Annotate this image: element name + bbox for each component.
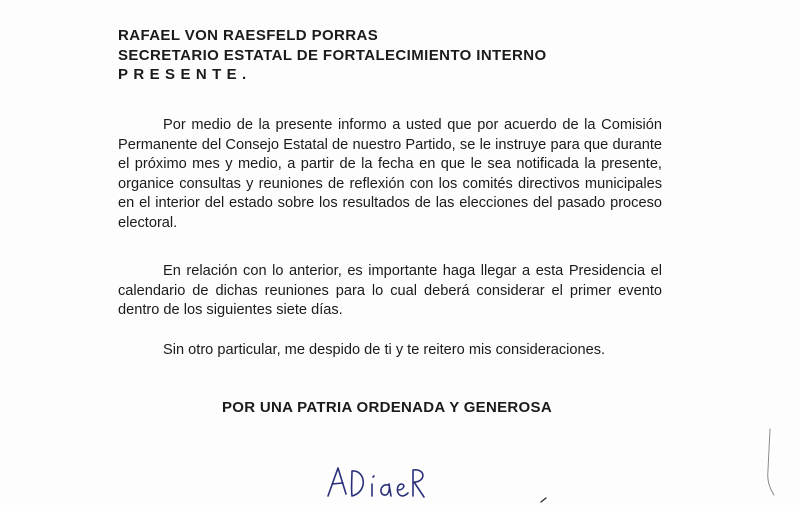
margin-pencil-mark [748, 425, 788, 500]
ink-speck [540, 497, 548, 503]
addressee-name: RAFAEL VON RAESFELD PORRAS [118, 27, 379, 44]
body-paragraph-1: Por medio de la presente informo a usted que por acuerdo de la Comisión Permanente del Consejo Estatal de nuestro Partido, se le instruye para que durante el próximo mes y medio, a partir de la fecha en que le sea notificada la presente, organice consultas y reuniones de reflexión con los comités directivos municipales en el interior del estado sobre los resultados de las elecciones del pasado proceso electoral. [118, 117, 662, 231]
handwritten-signature [318, 458, 448, 505]
body-paragraph-3: Sin otro particular, me despido de ti y te reitero mis consideraciones. [163, 342, 606, 358]
addressee-title: SECRETARIO ESTATAL DE FORTALECIMIENTO INTERNO [118, 46, 547, 64]
closing-motto: POR UNA PATRIA ORDENADA Y GENEROSA [222, 399, 552, 416]
addressee-greeting: PRESENTE. [118, 66, 252, 83]
body-paragraph-2: En relación con lo anterior, es importante haga llegar a esta Presidencia el calendario de dichas reuniones para lo cual deberá considerar el primer evento dentro de los siguientes siete días. [118, 263, 662, 318]
addressee-block [118, 26, 547, 85]
